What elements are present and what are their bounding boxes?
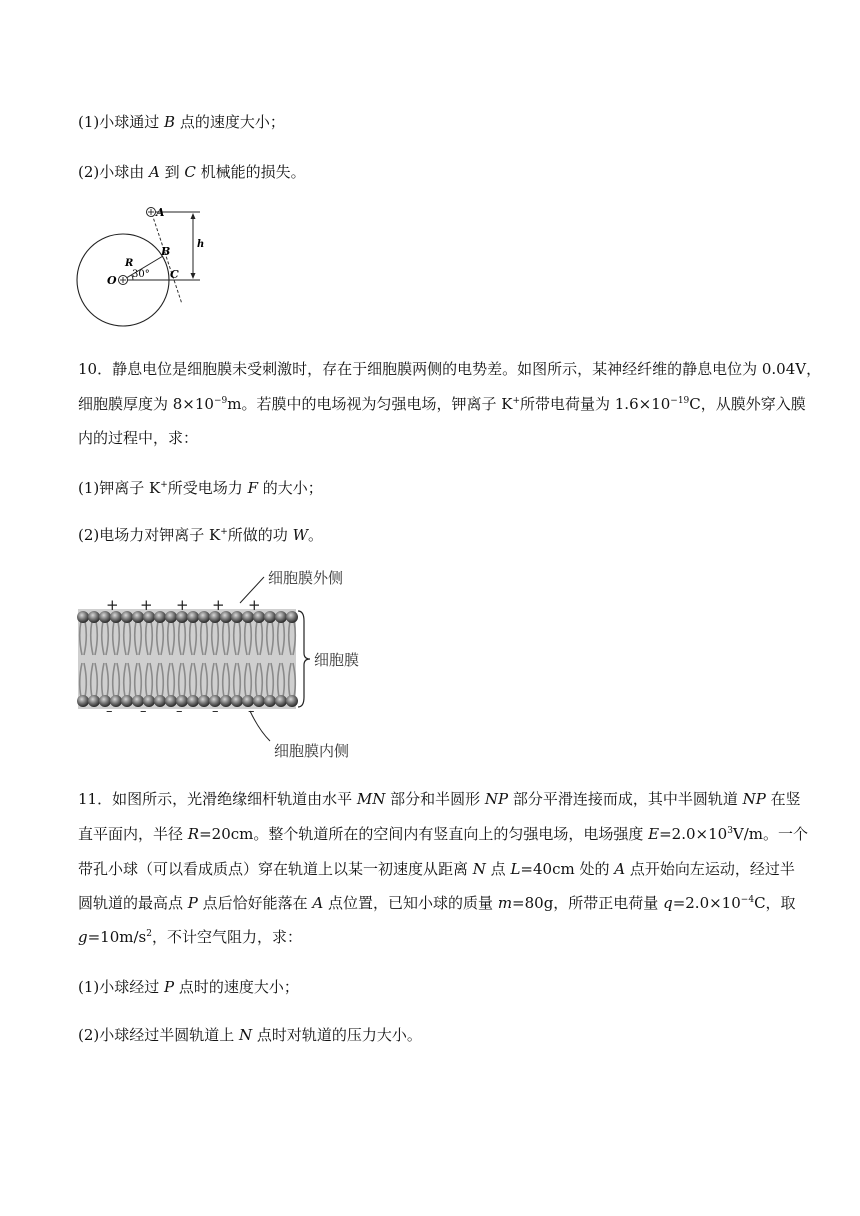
membrane-label: 细胞膜 xyxy=(314,651,360,669)
minus-sign: – xyxy=(106,704,113,719)
minus-sign: – xyxy=(212,704,219,719)
h-arrow-head-top xyxy=(191,213,196,219)
q11-line2: 直平面内，半径 R=20cm。整个轨道所在的空间内有竖直向上的匀强电场，电场强度 $E=2.0\times 10^3V/m$。一个 xyxy=(78,825,809,843)
q11-line1: 11．如图所示，光滑绝缘细杆轨道由水平 MN 部分和半圆形 NP 部分平滑连接而成，其中半圆轨道 NP 在竖 xyxy=(78,790,801,808)
lipid-head xyxy=(88,695,100,707)
minus-sign: – xyxy=(140,704,147,719)
h-arrow-head-bottom xyxy=(191,273,196,279)
lipid-head xyxy=(154,695,166,707)
lipid-head xyxy=(264,695,276,707)
lipid-head xyxy=(275,611,287,623)
lipid-head xyxy=(77,695,89,707)
lipid-head xyxy=(253,695,265,707)
membrane-brace xyxy=(298,611,310,707)
lipid-head xyxy=(286,695,298,707)
lipid-head xyxy=(121,611,133,623)
lipid-head xyxy=(187,611,199,623)
lipid-head xyxy=(154,611,166,623)
q9-part2: (2)小球由 A 到 C 机械能的损失。 xyxy=(78,163,306,181)
label-angle: 30° xyxy=(132,269,150,280)
q10-part1: (1)钾离子 K+所受电场力 F 的大小； xyxy=(78,479,323,497)
q10-part2: (2)电场力对钾离子 K+所做的功 W。 xyxy=(78,526,323,544)
label-r: R xyxy=(125,258,134,269)
q11-line3: 带孔小球（可以看成质点）穿在轨道上以某一初速度从距离 N 点 L=40cm 处的 A 点开始向左运动，经过半 xyxy=(78,860,795,878)
lipid-head xyxy=(77,611,89,623)
dashed-trajectory xyxy=(152,214,182,304)
q11-part1: (1)小球经过 P 点时的速度大小； xyxy=(78,978,299,996)
plus-sign: + xyxy=(248,596,261,614)
q10-line3: 内的过程中，求： xyxy=(78,429,199,447)
label-o: O xyxy=(107,274,117,287)
membrane-figure xyxy=(74,565,374,765)
lipid-head xyxy=(187,695,199,707)
label-b: B xyxy=(161,245,171,258)
label-h: h xyxy=(197,239,205,250)
lipid-head xyxy=(198,695,210,707)
lipid-head xyxy=(286,611,298,623)
lipid-head xyxy=(231,695,243,707)
q9-part1: (1)小球通过 B 点的速度大小； xyxy=(78,113,285,131)
q9-figure xyxy=(70,198,220,333)
q11-line5: $g=10m/s^2$，不计空气阻力，求： xyxy=(78,928,302,946)
q10-line1: 10．静息电位是细胞膜未受刺激时，存在于细胞膜两侧的电势差。如图所示，某神经纤维的静息电位为 0.04V， xyxy=(78,360,822,378)
label-a: A xyxy=(156,206,165,219)
lipid-head xyxy=(121,695,133,707)
membrane-body xyxy=(78,609,296,709)
lipid-head xyxy=(275,695,287,707)
minus-sign: – xyxy=(176,704,183,719)
minus-sign: – xyxy=(248,704,255,719)
lipid-head xyxy=(231,611,243,623)
plus-sign: + xyxy=(176,596,189,614)
plus-sign: + xyxy=(212,596,225,614)
q11-line4: 圆轨道的最高点 P 点后恰好能落在 A 点位置，已知小球的质量 m=80g，所带正电荷量 $q=2.0\times 10^{-4}C$，取 xyxy=(78,894,796,912)
lipid-head xyxy=(198,611,210,623)
outer-label: 细胞膜外侧 xyxy=(268,569,344,587)
q11-part2: (2)小球经过半圆轨道上 N 点时对轨道的压力大小。 xyxy=(78,1026,422,1044)
lipid-head xyxy=(264,611,276,623)
plus-sign: + xyxy=(106,596,119,614)
label-c: C xyxy=(170,268,179,281)
q10-line2: 细胞膜厚度为 $8\times 10^{-9}m$。若膜中的电场视为匀强电场，钾离子 K+所带电荷量为 $1.6\times 10^{-19}C$，从膜外穿入膜 xyxy=(78,395,806,413)
lipid-head xyxy=(220,695,232,707)
inner-label: 细胞膜内侧 xyxy=(274,742,350,760)
plus-sign: + xyxy=(140,596,153,614)
lipid-head xyxy=(88,611,100,623)
